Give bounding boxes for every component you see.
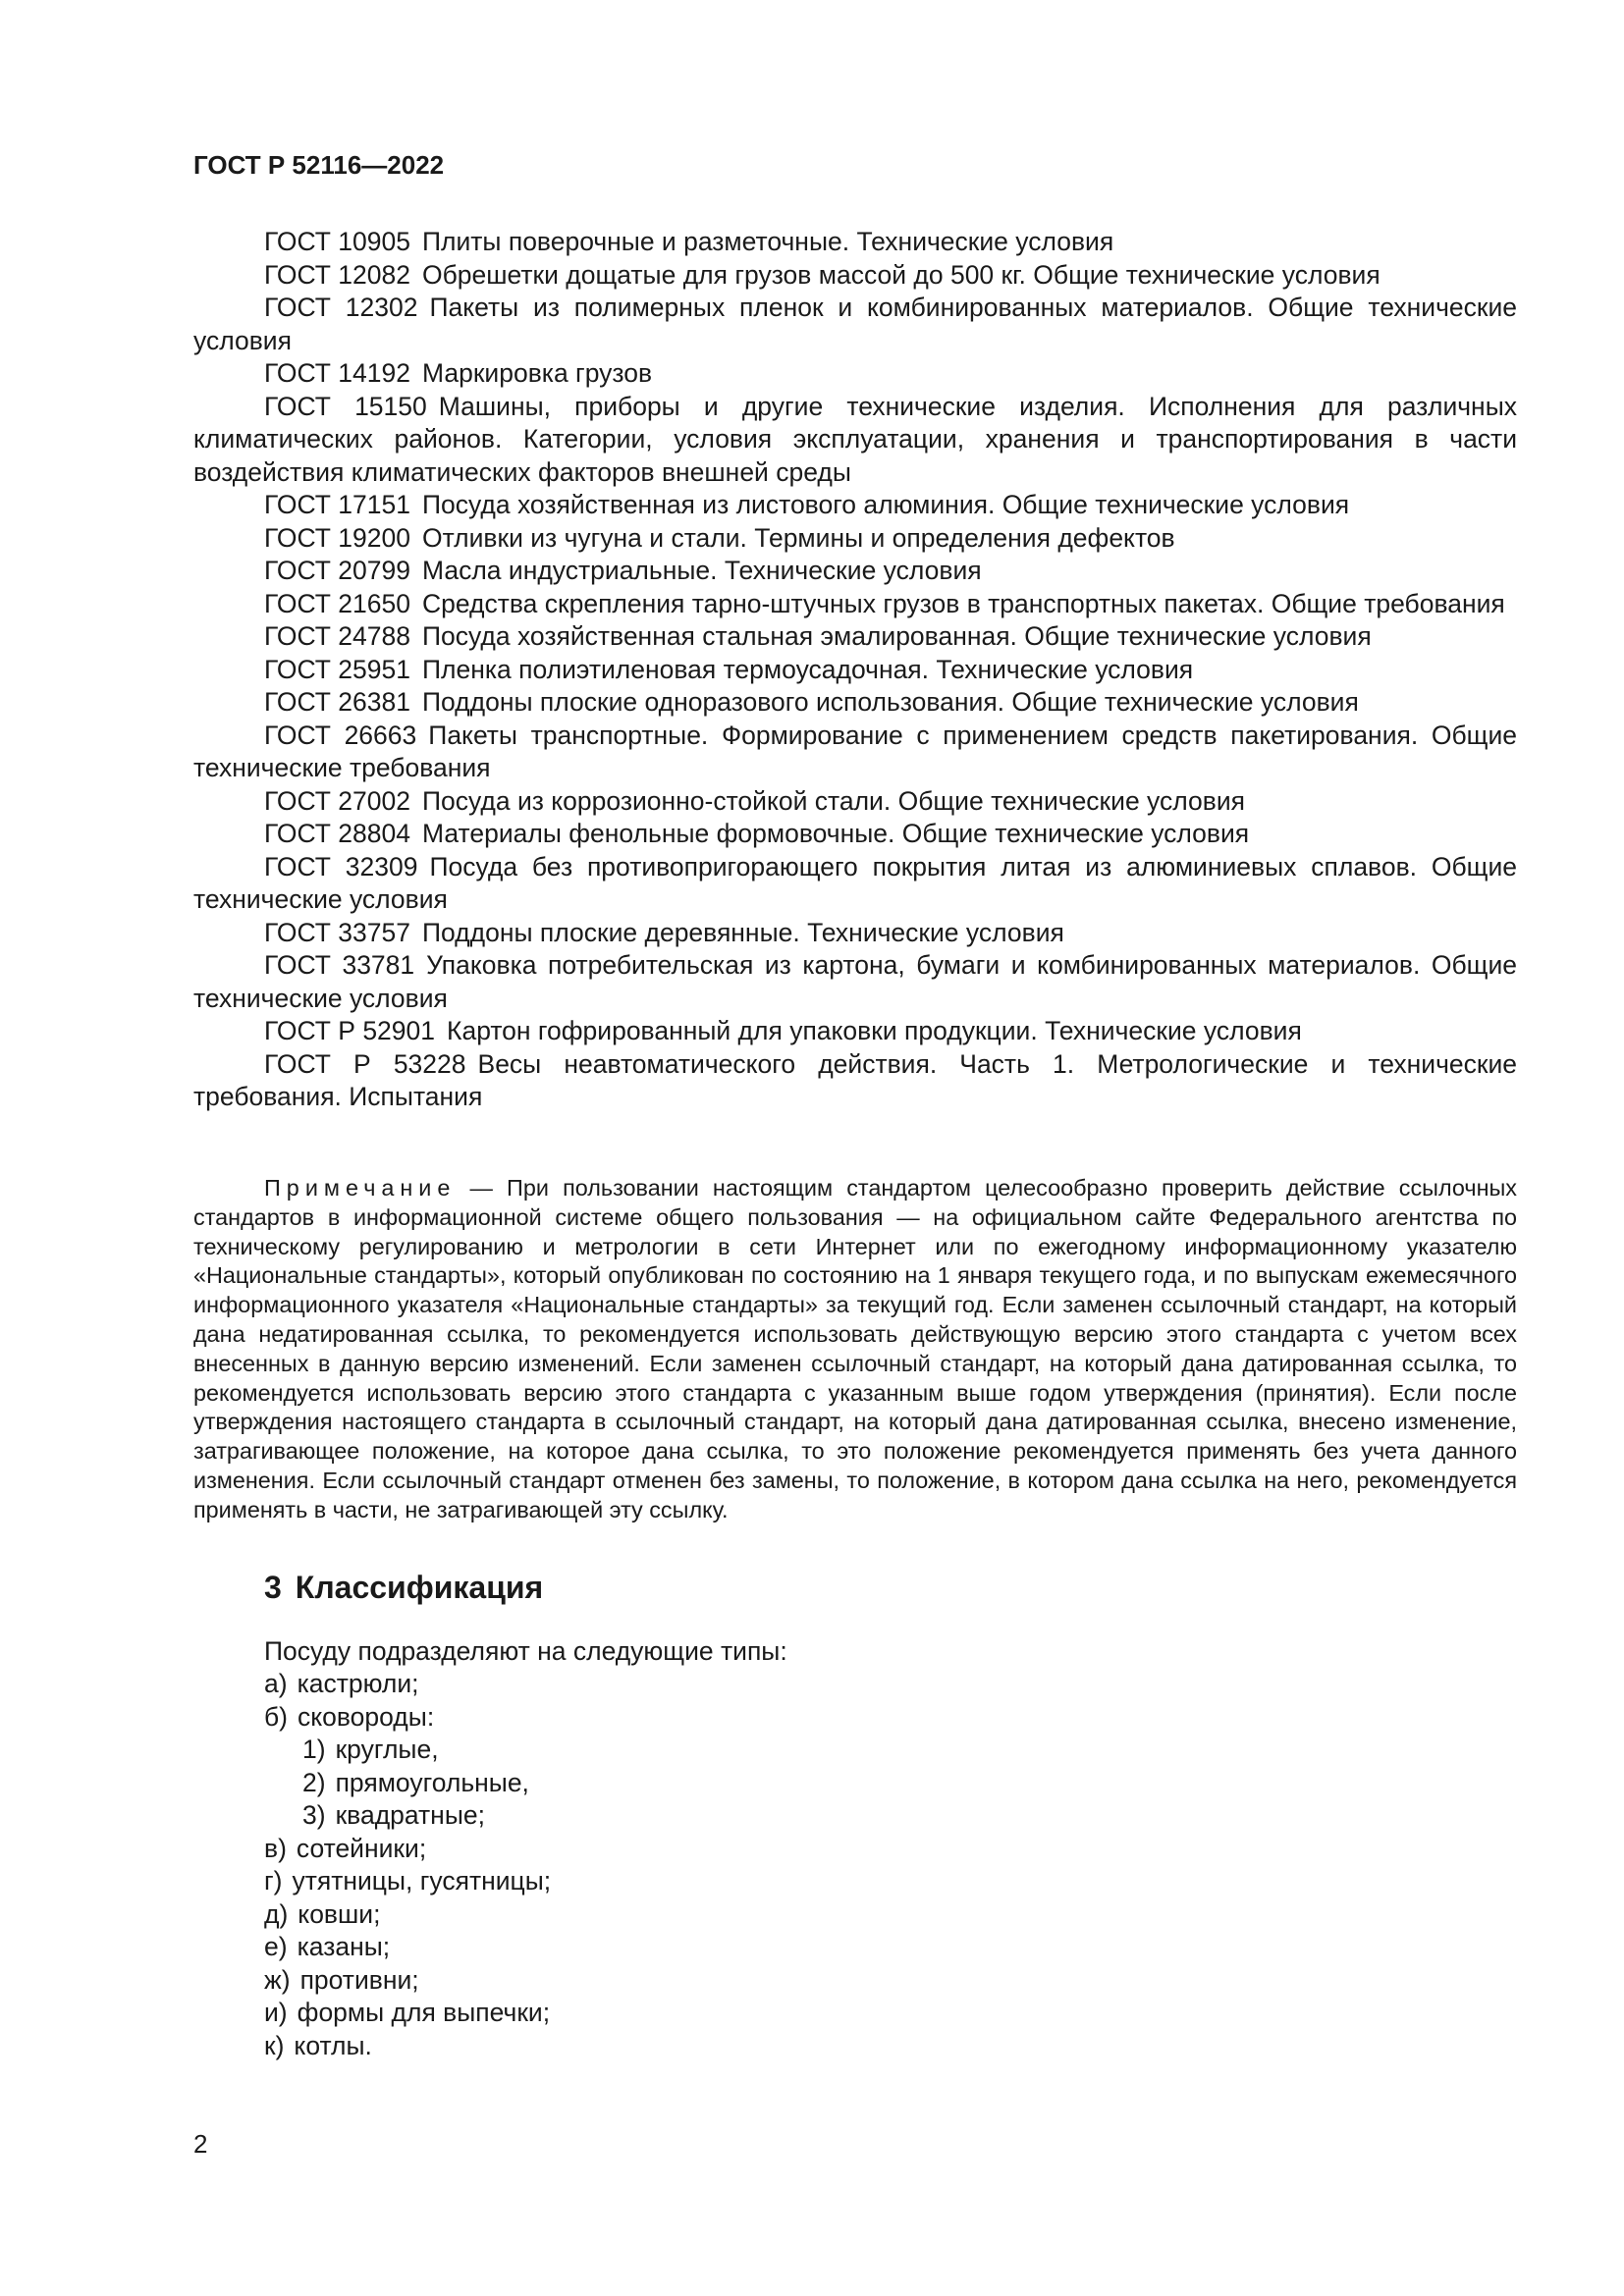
reference-code: ГОСТ 21650	[264, 588, 410, 618]
note-label: Примечание	[264, 1175, 457, 1201]
reference-title: Маркировка грузов	[421, 358, 653, 388]
reference-item	[193, 720, 1517, 785]
reference-title: Пакеты из полимерных пленок и комбинированных материалов. Общие технические условия	[193, 293, 1517, 355]
sublist-item	[264, 1799, 551, 1833]
reference-code: ГОСТ 20799	[264, 556, 410, 585]
cookware-types-list	[264, 1668, 551, 2062]
list-text: казаны;	[297, 1932, 391, 1961]
reference-code: ГОСТ Р 52901	[264, 1016, 436, 1045]
list-marker: е)	[264, 1932, 288, 1961]
reference-item	[193, 259, 1517, 293]
reference-item	[193, 226, 1517, 259]
section-number: 3	[264, 1570, 282, 1605]
reference-code: ГОСТ Р 53228	[264, 1048, 466, 1079]
reference-code: ГОСТ 32309	[264, 851, 418, 881]
list-item	[264, 1668, 551, 1701]
list-marker: г)	[264, 1866, 283, 1896]
list-text: сковороды:	[298, 1701, 435, 1732]
list-item	[264, 1964, 551, 1998]
list-marker: ж)	[264, 1964, 291, 1995]
reference-item	[193, 1048, 1517, 1114]
reference-item	[193, 851, 1517, 917]
section-intro: Посуду подразделяют на следующие типы:	[264, 1636, 787, 1666]
reference-item	[193, 654, 1517, 687]
list-text: противни;	[299, 1964, 419, 1995]
reference-title: Поддоны плоские одноразового использования. Общие технические условия	[421, 687, 1359, 717]
reference-code: ГОСТ 15150	[264, 391, 427, 421]
normative-references-list	[193, 226, 1517, 1114]
reference-title: Весы неавтоматического действия. Часть 1. Метрологические и технические требования. Испытания	[193, 1048, 1517, 1111]
reference-code: ГОСТ 14192	[264, 358, 410, 388]
list-text: котлы.	[294, 2030, 372, 2060]
list-marker: и)	[264, 1998, 288, 2027]
reference-item	[193, 489, 1517, 522]
list-marker: 1)	[302, 1735, 326, 1764]
reference-code: ГОСТ 17151	[264, 490, 410, 519]
reference-item	[193, 620, 1517, 654]
list-text: квадратные;	[335, 1800, 485, 1830]
page-number: 2	[193, 2129, 208, 2159]
document-code: ГОСТ Р 52116—2022	[193, 150, 445, 180]
list-text: формы для выпечки;	[297, 1998, 551, 2027]
list-marker: к)	[264, 2030, 285, 2060]
list-text: утятницы, гусятницы;	[292, 1866, 552, 1896]
list-item	[264, 1865, 551, 1898]
list-marker: 3)	[302, 1800, 326, 1830]
reference-code: ГОСТ 24788	[264, 621, 410, 651]
reference-title: Посуда из коррозионно-стойкой стали. Общие технические условия	[421, 785, 1245, 816]
reference-title: Посуда без противопригорающего покрытия литая из алюминиевых сплавов. Общие технические условия	[193, 851, 1517, 914]
list-text: прямоугольные,	[335, 1767, 529, 1797]
reference-item	[193, 818, 1517, 851]
reference-title: Машины, приборы и другие технические изделия. Исполнения для различных климатических районов. Категории, условия эксплуатации, хранения и транспортирования в части воздействия климатических факторов внешней среды	[193, 391, 1517, 487]
reference-code: ГОСТ 33781	[264, 950, 415, 980]
reference-item	[193, 785, 1517, 819]
list-text: круглые,	[335, 1735, 439, 1764]
list-marker: в)	[264, 1833, 287, 1863]
reference-title: Посуда хозяйственная из листового алюминия. Общие технические условия	[421, 490, 1350, 519]
reference-code: ГОСТ 28804	[264, 819, 410, 848]
reference-code: ГОСТ 19200	[264, 522, 410, 553]
reference-code: ГОСТ 26663	[264, 720, 417, 750]
list-marker: б)	[264, 1701, 289, 1732]
list-text: кастрюли;	[297, 1669, 419, 1698]
reference-title: Плиты поверочные и разметочные. Технические условия	[421, 227, 1114, 256]
sublist-item	[264, 1767, 551, 1800]
list-text: сотейники;	[296, 1833, 427, 1863]
list-marker: а)	[264, 1669, 288, 1698]
reference-code: ГОСТ 33757	[264, 917, 410, 947]
list-marker: 2)	[302, 1767, 326, 1797]
reference-code: ГОСТ 26381	[264, 687, 410, 717]
section-title: Классификация	[295, 1570, 544, 1605]
reference-item	[193, 1015, 1517, 1048]
reference-title: Пленка полиэтиленовая термоусадочная. Технические условия	[421, 654, 1194, 684]
references-note	[193, 1174, 1517, 1525]
list-item	[264, 1701, 551, 1735]
reference-title: Средства скрепления тарно-штучных грузов в транспортных пакетах. Общие требования	[421, 588, 1505, 618]
reference-item	[193, 391, 1517, 490]
reference-title: Посуда хозяйственная стальная эмалированная. Общие технические условия	[421, 621, 1372, 651]
reference-code: ГОСТ 12082	[264, 259, 410, 290]
reference-item	[193, 588, 1517, 621]
reference-title: Отливки из чугуна и стали. Термины и определения дефектов	[421, 522, 1175, 553]
reference-item	[193, 917, 1517, 950]
reference-code: ГОСТ 10905	[264, 227, 410, 256]
reference-title: Масла индустриальные. Технические условия	[421, 556, 982, 585]
list-marker: д)	[264, 1898, 289, 1929]
list-item	[264, 1997, 551, 2030]
reference-title: Упаковка потребительская из картона, бумаги и комбинированных материалов. Общие технические условия	[193, 950, 1517, 1013]
sublist-item	[264, 1734, 551, 1767]
list-item	[264, 1833, 551, 1866]
note-text: — При пользовании настоящим стандартом целесообразно проверить действие ссылочных стандартов в информационной системе общего пользования — на официальном сайте Федерального агентства по техническому регулированию и метрологии в сети Интернет или по ежегодному информационному указателю «Национальные стандарты», который опубликован по состоянию на 1 января текущего года, и по выпускам ежемесячного информационного указателя «Национальные стандарты» за текущий год. Если заменен ссылочный стандарт, на который дана недатированная ссылка, то рекомендуется использовать действующую версию этого стандарта с учетом всех внесенных в данную версию изменений. Если заменен ссылочный стандарт, на который дана датированная ссылка, то рекомендуется использовать версию этого стандарта с указанным выше годом утверждения (принятия). Если после утверждения настоящего стандарта в ссылочный стандарт, на который дана датированная ссылка, внесено изменение, затрагивающее положение, на которое дана ссылка, то это положение рекомендуется применять без учета данного изменения. Если ссылочный стандарт отменен без замены, то положение, в котором дана ссылка на него, рекомендуется применять в части, не затрагивающей эту ссылку.	[193, 1175, 1517, 1522]
reference-item	[193, 555, 1517, 588]
list-item	[264, 1898, 551, 1932]
list-text: ковши;	[298, 1898, 381, 1929]
reference-title: Картон гофрированный для упаковки продукции. Технические условия	[447, 1016, 1302, 1045]
list-item	[264, 2030, 551, 2063]
reference-title: Поддоны плоские деревянные. Технические условия	[421, 917, 1064, 947]
reference-code: ГОСТ 12302	[264, 293, 418, 322]
reference-title: Материалы фенольные формовочные. Общие технические условия	[421, 819, 1250, 848]
reference-item	[193, 686, 1517, 720]
list-item	[264, 1931, 551, 1964]
reference-item	[193, 949, 1517, 1015]
reference-item	[193, 522, 1517, 556]
reference-title: Обрешетки дощатые для грузов массой до 500 кг. Общие технические условия	[421, 259, 1380, 290]
reference-code: ГОСТ 25951	[264, 654, 410, 684]
reference-item	[193, 292, 1517, 357]
section-heading	[264, 1568, 543, 1607]
reference-code: ГОСТ 27002	[264, 785, 410, 816]
reference-title: Пакеты транспортные. Формирование с применением средств пакетирования. Общие технические требования	[193, 720, 1517, 782]
reference-item	[193, 357, 1517, 391]
